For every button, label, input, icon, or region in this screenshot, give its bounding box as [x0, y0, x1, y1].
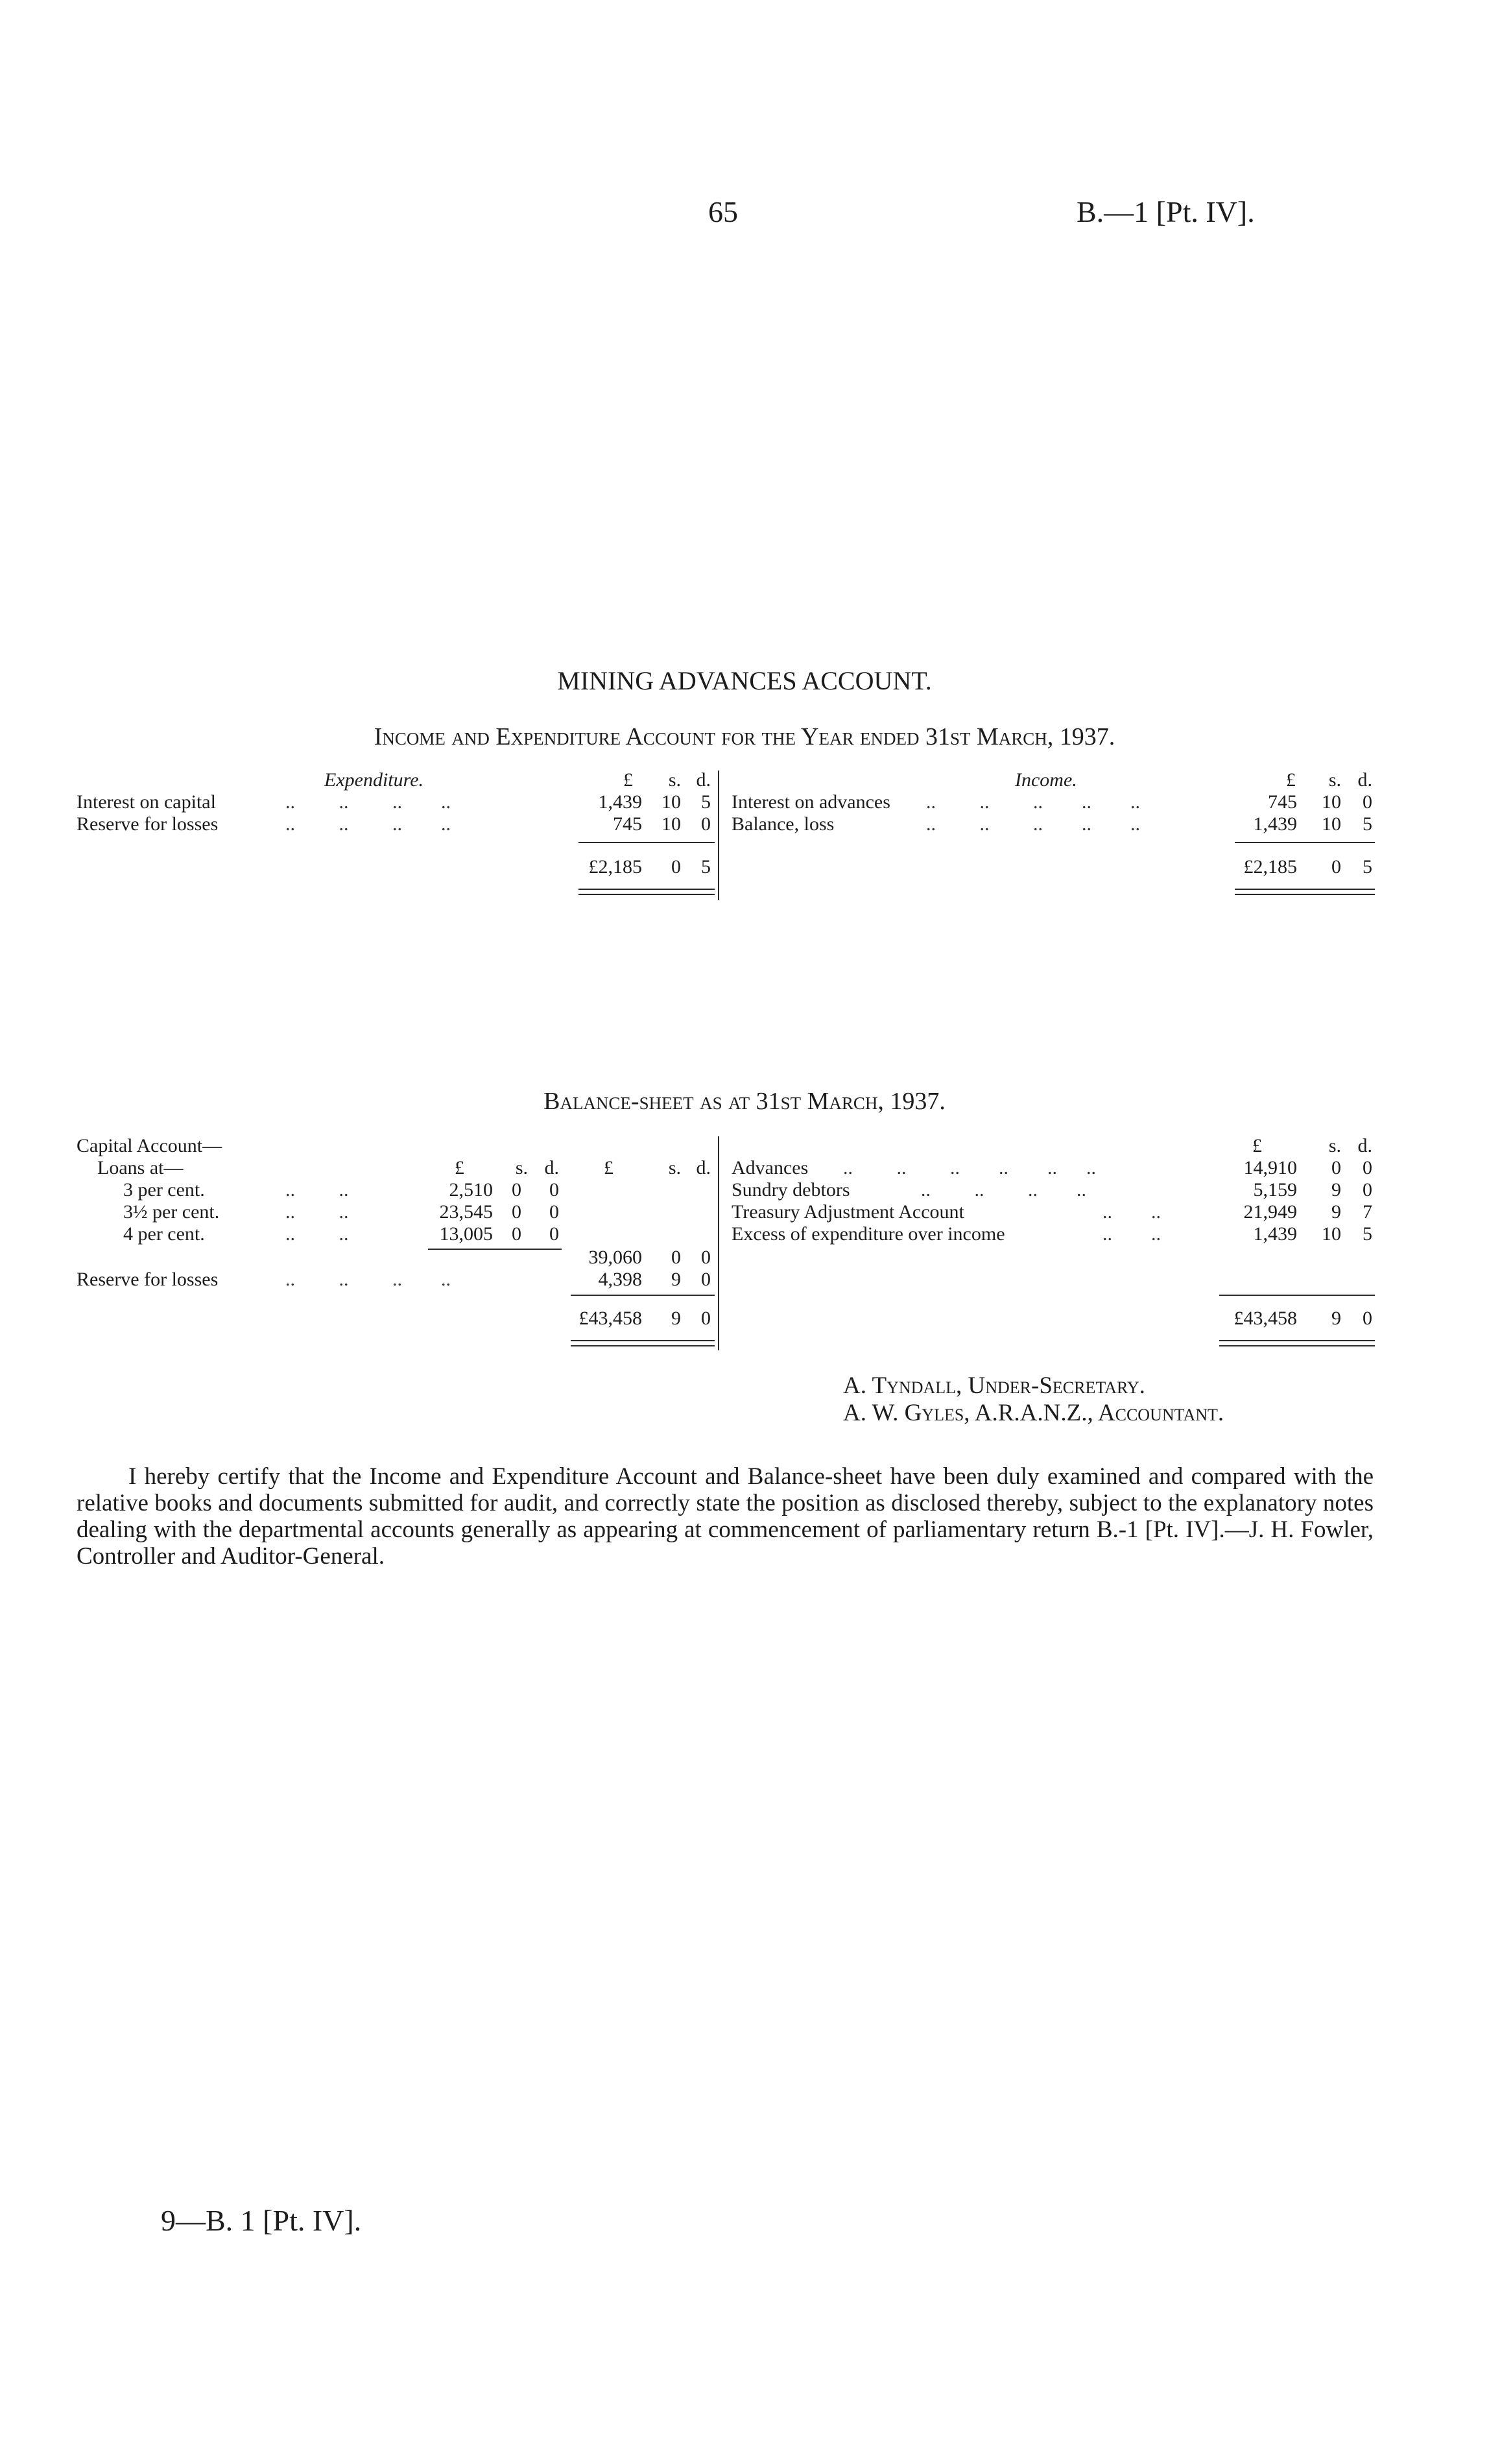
total-rule [1219, 1295, 1375, 1296]
inc-total-shillings: 0 [1331, 856, 1341, 878]
row-pounds: 23,545 [439, 1201, 493, 1223]
row-pence: 5 [1363, 813, 1372, 835]
bs-asset-col-pound: £ [1252, 1135, 1262, 1156]
row-pounds: 13,005 [439, 1223, 493, 1245]
row-pounds: 21,949 [1243, 1201, 1297, 1223]
row-pounds: 1,439 [598, 791, 642, 813]
signature-accountant: A. W. Gyles, A.R.A.N.Z., Accountant. [843, 1400, 1224, 1426]
assets-total-pounds: £43,458 [1233, 1308, 1297, 1329]
row-shillings: 9 [1331, 1201, 1341, 1223]
row-pence: 0 [549, 1179, 559, 1201]
column-divider [718, 1136, 719, 1350]
liab-total-shillings: 9 [671, 1308, 681, 1329]
loans-total-pence: 0 [701, 1247, 711, 1268]
subtotal-rule [428, 1249, 562, 1250]
row-pounds: 4,398 [598, 1269, 642, 1290]
row-label: 3 per cent. [123, 1179, 205, 1201]
row-pence: 0 [549, 1223, 559, 1245]
capital-account-label: Capital Account— [77, 1135, 222, 1156]
exp-total-pounds: £2,185 [588, 856, 642, 878]
ie-inc-col-s: s. [1328, 769, 1341, 791]
income-heading: Income. [1015, 769, 1077, 791]
total-rule [578, 842, 715, 843]
row-shillings: 0 [512, 1223, 521, 1245]
row-label: Advances [732, 1157, 809, 1178]
row-pounds: 5,159 [1253, 1179, 1297, 1201]
row-pence: 0 [549, 1201, 559, 1223]
double-rule [571, 1340, 715, 1341]
double-rule [1235, 894, 1375, 895]
total-rule [1235, 842, 1375, 843]
double-rule [571, 1345, 715, 1346]
row-label: Excess of expenditure over income [732, 1223, 1005, 1245]
row-label: Reserve for losses [77, 813, 219, 835]
row-pounds: 745 [1268, 791, 1297, 813]
bs-loan-col-d: d. [544, 1157, 559, 1178]
row-pounds: 2,510 [449, 1179, 493, 1201]
loans-label: Loans at— [97, 1157, 184, 1178]
document-reference: B.—1 [Pt. IV]. [1077, 195, 1255, 228]
double-rule [578, 894, 715, 895]
ie-exp-col-pound: £ [623, 769, 633, 791]
row-shillings: 0 [512, 1179, 521, 1201]
row-shillings: 10 [1322, 813, 1341, 835]
audit-certificate: I hereby certify that the Income and Expenditure Account and Balance-sheet have been duly examined and compared with the relative books and documents submitted for audit, and correctly state the position as disclosed thereby, subject to the explanatory notes dealing with the departmental accounts generally as appearing at commencement of parliamentary return B.-1 [Pt. IV].—J. H. Fowler, Controller and Auditor-General. [77, 1463, 1374, 1570]
ie-inc-col-d: d. [1357, 769, 1372, 791]
row-shillings: 10 [1322, 791, 1341, 813]
expenditure-heading: Expenditure. [324, 769, 424, 791]
ie-exp-col-d: d. [696, 769, 711, 791]
double-rule [1235, 889, 1375, 890]
row-pence: 0 [1363, 1157, 1372, 1178]
loans-total-shillings: 0 [671, 1247, 681, 1268]
liab-total-pence: 0 [701, 1308, 711, 1329]
page-number: 65 [708, 195, 738, 228]
double-rule [1219, 1345, 1375, 1346]
exp-total-shillings: 0 [671, 856, 681, 878]
bs-outer-col-d: d. [696, 1157, 711, 1178]
row-pounds: 1,439 [1253, 1223, 1297, 1245]
double-rule [1219, 1340, 1375, 1341]
row-pounds: 745 [613, 813, 642, 835]
row-pence: 0 [1363, 1179, 1372, 1201]
row-pence: 5 [701, 791, 711, 813]
signature-under-secretary: A. Tyndall, Under-Secretary. [843, 1372, 1145, 1399]
row-pence: 0 [1363, 791, 1372, 813]
row-pence: 0 [701, 1269, 711, 1290]
exp-total-pence: 5 [701, 856, 711, 878]
inc-total-pounds: £2,185 [1243, 856, 1297, 878]
double-rule [578, 889, 715, 890]
bs-loan-col-pound: £ [455, 1157, 464, 1178]
ie-inc-col-pound: £ [1286, 769, 1296, 791]
row-label: Sundry debtors [732, 1179, 850, 1201]
row-label: Interest on advances [732, 791, 890, 813]
row-shillings: 9 [671, 1269, 681, 1290]
ie-heading: Income and Expenditure Account for the Year ended 31st March, 1937. [374, 723, 1115, 750]
total-rule [571, 1295, 715, 1296]
page-title: MINING ADVANCES ACCOUNT. [557, 666, 932, 695]
row-pence: 5 [1363, 1223, 1372, 1245]
bs-heading: Balance-sheet as at 31st March, 1937. [543, 1088, 946, 1115]
loans-total-pounds: 39,060 [588, 1247, 642, 1268]
inc-total-pence: 5 [1363, 856, 1372, 878]
liab-total-pounds: £43,458 [578, 1308, 642, 1329]
row-pence: 7 [1363, 1201, 1372, 1223]
row-shillings: 0 [1331, 1157, 1341, 1178]
row-pounds: 14,910 [1243, 1157, 1297, 1178]
row-label: Treasury Adjustment Account [732, 1201, 964, 1223]
row-shillings: 10 [661, 791, 681, 813]
row-shillings: 0 [512, 1201, 521, 1223]
row-shillings: 10 [661, 813, 681, 835]
column-divider [718, 771, 719, 900]
row-shillings: 10 [1322, 1223, 1341, 1245]
row-pounds: 1,439 [1253, 813, 1297, 835]
bs-loan-col-s: s. [515, 1157, 528, 1178]
bs-outer-col-pound: £ [604, 1157, 613, 1178]
ie-exp-col-s: s. [668, 769, 681, 791]
bs-asset-col-s: s. [1328, 1135, 1341, 1156]
footer-signature: 9—B. 1 [Pt. IV]. [161, 2204, 362, 2237]
assets-total-pence: 0 [1363, 1308, 1372, 1329]
row-label: Balance, loss [732, 813, 835, 835]
row-label: 4 per cent. [123, 1223, 205, 1245]
row-pence: 0 [701, 813, 711, 835]
row-shillings: 9 [1331, 1179, 1341, 1201]
row-label: 3½ per cent. [123, 1201, 220, 1223]
row-label: Interest on capital [77, 791, 216, 813]
row-label: Reserve for losses [77, 1269, 219, 1290]
bs-outer-col-s: s. [668, 1157, 681, 1178]
assets-total-shillings: 9 [1331, 1308, 1341, 1329]
bs-asset-col-d: d. [1357, 1135, 1372, 1156]
